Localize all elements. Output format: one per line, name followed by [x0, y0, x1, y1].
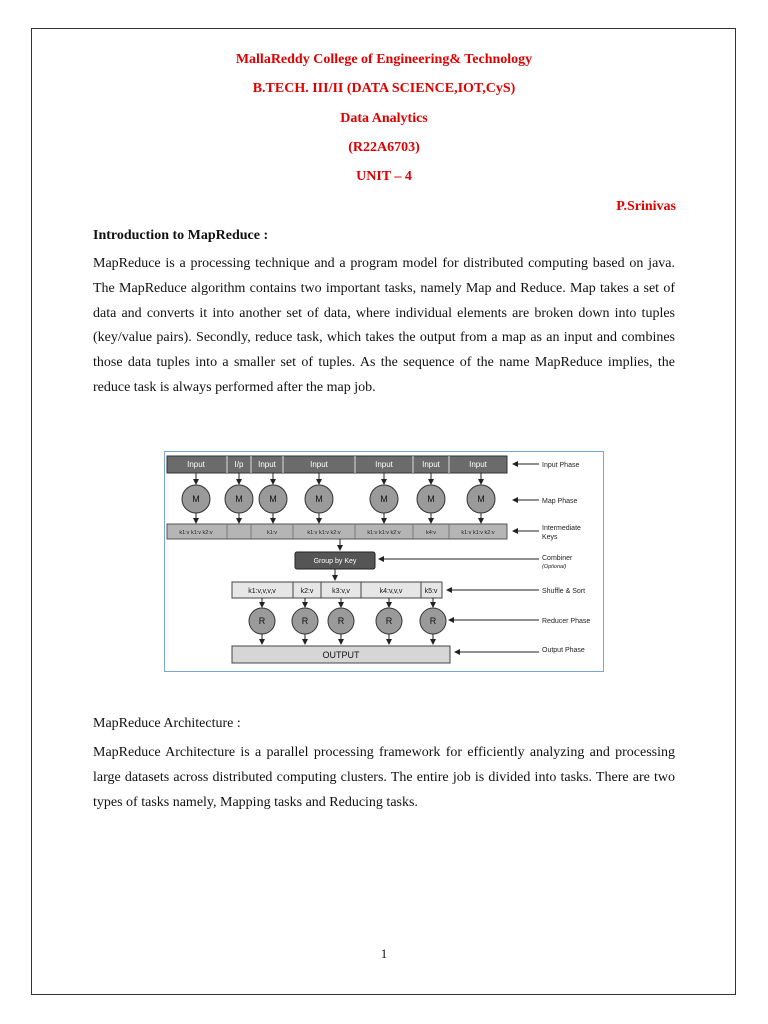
phase-label-combiner-optional: (Optional) [542, 564, 567, 570]
reducer-label: R [385, 616, 393, 626]
phase-label-intermediate-keys: Keys [542, 534, 558, 541]
mapper-label: M [315, 494, 323, 504]
input-block-4: Input [310, 460, 328, 469]
intermediate-key-7: k1:v k1:v k2:v [461, 530, 495, 536]
intermediate-key-3: k1:v [266, 530, 278, 536]
phase-label-output: Output Phase [542, 647, 585, 654]
mapper-label: M [235, 494, 243, 504]
shuffle-key-5: k5:v [424, 588, 438, 595]
group-by-key-box: Group by Key [313, 558, 357, 565]
phase-label-reducer: Reducer Phase [542, 618, 591, 625]
reducer-label: R [301, 616, 309, 626]
phase-label-combiner: Combiner [542, 555, 573, 562]
phase-label-input: Input Phase [542, 462, 580, 469]
input-block-3: Input [258, 460, 276, 469]
intermediate-key-5: k1:v k1:v k2:v [367, 530, 401, 536]
intro-heading: Introduction to MapReduce : [93, 228, 269, 243]
output-box: OUTPUT [322, 650, 360, 660]
shuffle-key-3: k3:v,v [332, 588, 350, 595]
mapper-label: M [427, 494, 435, 504]
architecture-paragraph: MapReduce Architecture is a parallel processing framework for efficiently analyzing and processing large datasets across distributed computing clusters. The entire job is divided into tasks. There are two types of tasks namely, Mapping tasks and Reducing tasks. [93, 745, 675, 810]
shuffle-key-1: k1:v,v,v,v [248, 588, 276, 595]
input-block-5: Input [375, 460, 393, 469]
page-number: 1 [380, 946, 388, 961]
mapper-label: M [192, 494, 200, 504]
phase-label-intermediate: Intermediate [542, 525, 581, 532]
course-code: (R22A6703) [348, 140, 420, 155]
college-name: MallaReddy College of Engineering& Technology [235, 52, 533, 67]
phase-label-map: Map Phase [542, 498, 578, 505]
author-name: P.Srinivas [616, 199, 676, 214]
reducer-label: R [429, 616, 437, 626]
input-block-1: Input [187, 460, 205, 469]
intro-paragraph: MapReduce is a processing technique and a program model for distributed computing based on java. The MapReduce algorithm contains two important tasks, namely Map and Reduce. Map takes a set of data and converts it into another set of data, where individual elements are broken down into tuples (key/value pairs). Secondly, reduce task, which takes the output from a map as an input and combines those data tuples into a smaller set of tuples. As the sequence of the name MapReduce implies, the reduce task is always performed after the map job. [93, 256, 675, 395]
mapper-label: M [380, 494, 388, 504]
reducer-label: R [337, 616, 345, 626]
mapreduce-diagram [164, 451, 604, 672]
input-block-6: Input [422, 460, 440, 469]
mapper-label: M [477, 494, 485, 504]
course-title: Data Analytics [340, 111, 428, 126]
intermediate-key-4: k1:v k1:v k2:v [307, 530, 341, 536]
input-block-7: Input [469, 460, 487, 469]
intermediate-key-1: k1:v k1:v k2:v [179, 530, 213, 536]
phase-label-shuffle: Shuffle & Sort [542, 588, 586, 595]
intermediate-key-6: k4:v [425, 530, 437, 536]
shuffle-key-4: k4:v,v,v [379, 588, 403, 595]
input-block-2: I/p [234, 460, 244, 469]
architecture-heading: MapReduce Architecture : [93, 716, 241, 731]
mapper-label: M [269, 494, 277, 504]
program-title: B.TECH. III/II (DATA SCIENCE,IOT,CyS) [252, 81, 516, 96]
reducer-label: R [258, 616, 266, 626]
shuffle-key-2: k2:v [300, 588, 314, 595]
unit-title: UNIT – 4 [356, 169, 412, 184]
